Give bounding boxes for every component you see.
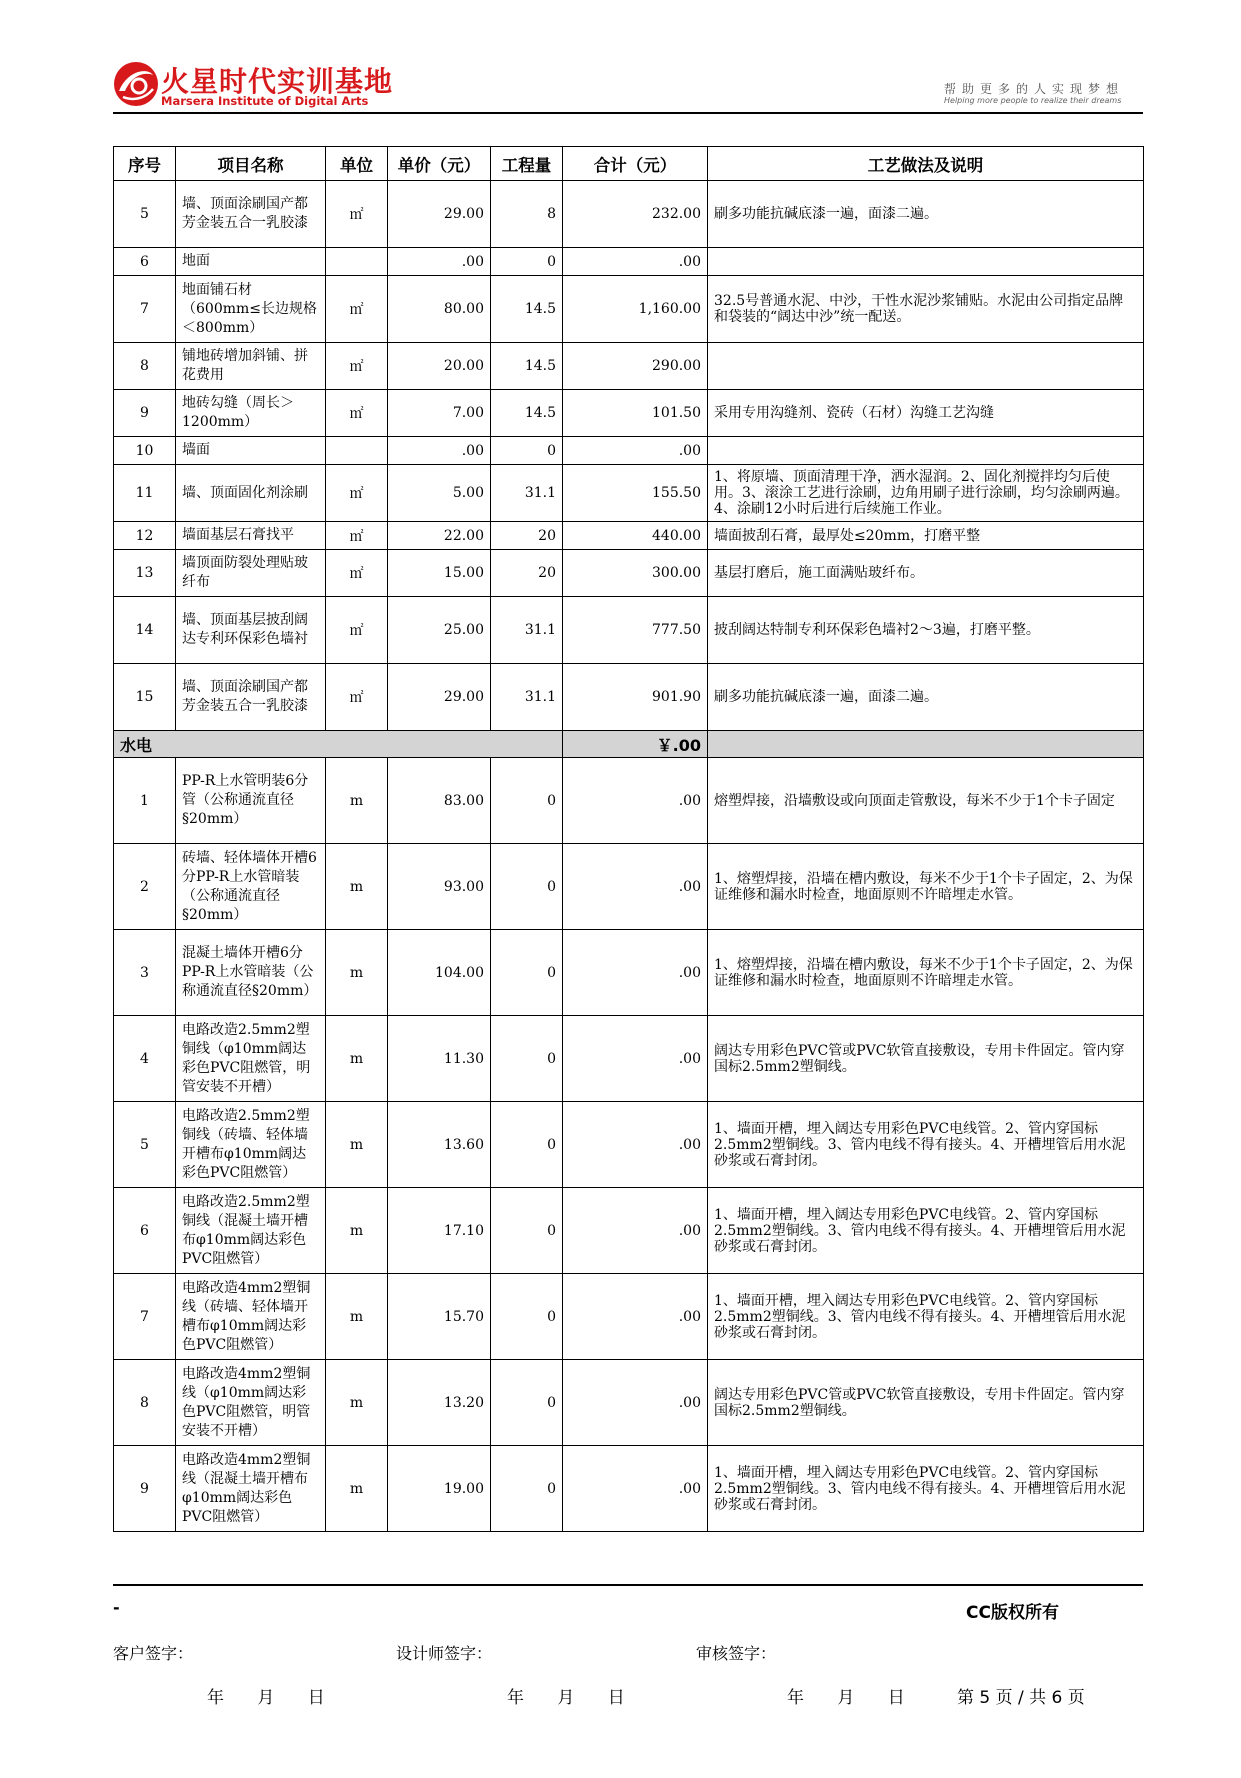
cell-qty: 31.1	[491, 664, 563, 731]
cell-total: .00	[563, 930, 708, 1016]
cell-unit: ㎡	[326, 550, 388, 597]
table-row	[114, 1360, 1144, 1446]
cell-desc: 1、墙面开槽，埋入阔达专用彩色PVC电线管。2、管内穿国标2.5mm2塑铜线。3、管内电线不得有接头。4、开槽埋管后用水泥砂浆或石膏封闭。	[708, 1274, 1144, 1360]
cell-qty: 31.1	[491, 597, 563, 664]
cell-desc	[708, 343, 1144, 390]
cell-name: 电路改造2.5mm2塑铜线（砖墙、轻体墙开槽布φ10mm阔达彩色PVC阻燃管）	[176, 1102, 326, 1188]
cell-desc: 披刮阔达特制专利环保彩色墙衬2～3遍，打磨平整。	[708, 597, 1144, 664]
logo-title: 火星时代实训基地	[161, 65, 394, 98]
cell-desc: 基层打磨后，施工面满贴玻纤布。	[708, 550, 1144, 597]
cell-desc: 阔达专用彩色PVC管或PVC软管直接敷设，专用卡件固定。管内穿国标2.5mm2塑铜线。	[708, 1016, 1144, 1102]
col-header-price: 单价（元）	[388, 147, 491, 181]
col-header-desc: 工艺做法及说明	[708, 147, 1144, 181]
cell-desc: 1、熔塑焊接，沿墙在槽内敷设，每米不少于1个卡子固定，2、为保证维修和漏水时检查，地面原则不许暗埋走水管。	[708, 930, 1144, 1016]
cell-unit: ㎡	[326, 664, 388, 731]
table-row	[114, 1446, 1144, 1532]
cell-price: 29.00	[388, 664, 491, 731]
review-signature-label: 审核签字：	[696, 1644, 777, 1663]
footer-divider	[113, 1584, 1143, 1586]
cell-desc: 1、墙面开槽，埋入阔达专用彩色PVC电线管。2、管内穿国标2.5mm2塑铜线。3、管内电线不得有接头。4、开槽埋管后用水泥砂浆或石膏封闭。	[708, 1188, 1144, 1274]
cell-unit: m	[326, 844, 388, 930]
table-row	[114, 930, 1144, 1016]
cell-desc: 32.5号普通水泥、中沙，干性水泥沙浆铺贴。水泥由公司指定品牌和袋装的“阔达中沙”统一配送。	[708, 276, 1144, 343]
cell-name: 砖墙、轻体墙体开槽6分PP-R上水管暗装（公称通流直径§20mm）	[176, 844, 326, 930]
cell-no: 6	[114, 248, 176, 276]
cell-name: 地面	[176, 248, 326, 276]
cell-qty: 0	[491, 1446, 563, 1532]
cell-unit: m	[326, 1360, 388, 1446]
cell-price: 13.60	[388, 1102, 491, 1188]
cell-unit: ㎡	[326, 522, 388, 550]
cell-no: 15	[114, 664, 176, 731]
slogan-en: Helping more people to realize their dreams	[944, 96, 1122, 105]
cell-qty: 31.1	[491, 465, 563, 522]
cell-no: 7	[114, 1274, 176, 1360]
cell-name: 电路改造2.5mm2塑铜线（φ10mm阔达彩色PVC阻燃管，明管安装不开槽）	[176, 1016, 326, 1102]
cell-unit: m	[326, 1446, 388, 1532]
cell-price: .00	[388, 437, 491, 465]
cell-unit: m	[326, 930, 388, 1016]
cell-price: 15.00	[388, 550, 491, 597]
cell-price: 11.30	[388, 1016, 491, 1102]
section-label: 水电	[114, 731, 563, 758]
cell-price: 83.00	[388, 758, 491, 844]
cell-total: 290.00	[563, 343, 708, 390]
table-row	[114, 343, 1144, 390]
cell-desc: 1、将原墙、顶面清理干净，洒水湿润。2、固化剂搅拌均匀后使用。3、滚涂工艺进行涂刷，边角用刷子进行涂刷，均匀涂刷两遍。4、涂刷12小时后进行后续施工作业。	[708, 465, 1144, 522]
cell-unit: ㎡	[326, 343, 388, 390]
section-desc	[708, 731, 1144, 758]
cell-qty: 0	[491, 1016, 563, 1102]
cell-name: 电路改造2.5mm2塑铜线（混凝土墙开槽布φ10mm阔达彩色PVC阻燃管）	[176, 1188, 326, 1274]
cell-no: 11	[114, 465, 176, 522]
cell-price: 93.00	[388, 844, 491, 930]
cell-name: 电路改造4mm2塑铜线（混凝土墙开槽布φ10mm阔达彩色PVC阻燃管）	[176, 1446, 326, 1532]
cell-name: 墙面基层石膏找平	[176, 522, 326, 550]
cell-total: 777.50	[563, 597, 708, 664]
cell-qty: 0	[491, 1360, 563, 1446]
cell-no: 10	[114, 437, 176, 465]
cell-desc: 阔达专用彩色PVC管或PVC软管直接敷设，专用卡件固定。管内穿国标2.5mm2塑铜线。	[708, 1360, 1144, 1446]
cell-no: 8	[114, 1360, 176, 1446]
cell-qty: 0	[491, 248, 563, 276]
cell-total: 440.00	[563, 522, 708, 550]
cell-qty: 0	[491, 758, 563, 844]
cell-unit: ㎡	[326, 465, 388, 522]
cell-total: .00	[563, 248, 708, 276]
table-row	[114, 597, 1144, 664]
cell-unit: m	[326, 758, 388, 844]
table-row	[114, 390, 1144, 437]
col-header-qty: 工程量	[491, 147, 563, 181]
cell-qty: 0	[491, 930, 563, 1016]
table-row	[114, 1016, 1144, 1102]
table-row	[114, 1188, 1144, 1274]
designer-date: 年 月 日	[507, 1688, 625, 1708]
cell-price: 17.10	[388, 1188, 491, 1274]
cell-desc	[708, 248, 1144, 276]
cell-total: .00	[563, 437, 708, 465]
header-divider	[113, 112, 1143, 114]
cell-total: 155.50	[563, 465, 708, 522]
logo-subtitle: Marsera Institute of Digital Arts	[161, 94, 369, 108]
cell-unit	[326, 248, 388, 276]
col-header-total: 合计（元）	[563, 147, 708, 181]
cell-total: .00	[563, 1446, 708, 1532]
cell-desc: 1、墙面开槽，埋入阔达专用彩色PVC电线管。2、管内穿国标2.5mm2塑铜线。3、管内电线不得有接头。4、开槽埋管后用水泥砂浆或石膏封闭。	[708, 1446, 1144, 1532]
table-row	[114, 248, 1144, 276]
cell-price: 29.00	[388, 181, 491, 248]
cell-no: 5	[114, 181, 176, 248]
cell-price: .00	[388, 248, 491, 276]
cell-unit: m	[326, 1016, 388, 1102]
cell-qty: 14.5	[491, 343, 563, 390]
cell-no: 13	[114, 550, 176, 597]
designer-signature-label: 设计师签字：	[396, 1644, 493, 1663]
cell-no: 3	[114, 930, 176, 1016]
table-row	[114, 181, 1144, 248]
cell-name: PP-R上水管明装6分管（公称通流直径§20mm）	[176, 758, 326, 844]
table-row	[114, 550, 1144, 597]
table-row	[114, 844, 1144, 930]
cell-total: .00	[563, 758, 708, 844]
cell-total: .00	[563, 1274, 708, 1360]
cell-qty: 0	[491, 1274, 563, 1360]
cell-total: 1,160.00	[563, 276, 708, 343]
customer-date: 年 月 日	[207, 1688, 325, 1708]
table-row	[114, 1274, 1144, 1360]
cell-total: .00	[563, 844, 708, 930]
cell-no: 12	[114, 522, 176, 550]
cell-name: 地砖勾缝（周长＞1200mm）	[176, 390, 326, 437]
cell-name: 铺地砖增加斜铺、拼花费用	[176, 343, 326, 390]
section-row-water-electric	[114, 731, 1144, 758]
cell-no: 9	[114, 390, 176, 437]
table-row	[114, 664, 1144, 731]
cell-price: 7.00	[388, 390, 491, 437]
cell-desc: 1、熔塑焊接，沿墙在槽内敷设，每米不少于1个卡子固定，2、为保证维修和漏水时检查，地面原则不许暗埋走水管。	[708, 844, 1144, 930]
cell-price: 5.00	[388, 465, 491, 522]
cell-desc: 1、墙面开槽，埋入阔达专用彩色PVC电线管。2、管内穿国标2.5mm2塑铜线。3、管内电线不得有接头。4、开槽埋管后用水泥砂浆或石膏封闭。	[708, 1102, 1144, 1188]
cell-unit: ㎡	[326, 390, 388, 437]
cell-qty: 20	[491, 550, 563, 597]
cell-unit: ㎡	[326, 181, 388, 248]
cell-qty: 0	[491, 1102, 563, 1188]
cell-desc: 刷多功能抗碱底漆一遍，面漆二遍。	[708, 181, 1144, 248]
cell-no: 9	[114, 1446, 176, 1532]
slogan-cn: 帮助更多的人实现梦想	[944, 82, 1125, 96]
col-header-no: 序号	[114, 147, 176, 181]
table-row	[114, 522, 1144, 550]
cell-qty: 0	[491, 1188, 563, 1274]
cell-price: 20.00	[388, 343, 491, 390]
page-header	[0, 0, 1241, 120]
cell-unit: m	[326, 1102, 388, 1188]
cell-name: 地面铺石材（600mm≤长边规格＜800mm）	[176, 276, 326, 343]
table-row	[114, 1102, 1144, 1188]
copyright-text: CC版权所有	[966, 1603, 1059, 1623]
cell-name: 墙、顶面涂刷国产都芳金装五合一乳胶漆	[176, 664, 326, 731]
customer-signature-label: 客户签字：	[113, 1644, 194, 1663]
cell-desc	[708, 437, 1144, 465]
cell-name: 墙、顶面基层披刮阔达专利环保彩色墙衬	[176, 597, 326, 664]
cell-no: 6	[114, 1188, 176, 1274]
cell-total: .00	[563, 1102, 708, 1188]
cell-qty: 14.5	[491, 390, 563, 437]
cell-price: 13.20	[388, 1360, 491, 1446]
cell-qty: 8	[491, 181, 563, 248]
table-row	[114, 465, 1144, 522]
cell-price: 19.00	[388, 1446, 491, 1532]
table-header-row	[114, 147, 1144, 181]
cell-total: 101.50	[563, 390, 708, 437]
cell-qty: 0	[491, 437, 563, 465]
cell-desc: 墙面披刮石膏，最厚处≤20mm，打磨平整	[708, 522, 1144, 550]
cell-price: 15.70	[388, 1274, 491, 1360]
cell-unit: ㎡	[326, 276, 388, 343]
cell-no: 7	[114, 276, 176, 343]
cell-name: 电路改造4mm2塑铜线（砖墙、轻体墙开槽布φ10mm阔达彩色PVC阻燃管）	[176, 1274, 326, 1360]
cell-name: 电路改造4mm2塑铜线（φ10mm阔达彩色PVC阻燃管，明管安装不开槽）	[176, 1360, 326, 1446]
page-number: 第 5 页 / 共 6 页	[957, 1688, 1085, 1708]
cell-price: 104.00	[388, 930, 491, 1016]
cell-name: 墙、顶面固化剂涂刷	[176, 465, 326, 522]
cell-total: 232.00	[563, 181, 708, 248]
cell-total: 901.90	[563, 664, 708, 731]
footer-dash: -	[113, 1598, 120, 1617]
cell-qty: 14.5	[491, 276, 563, 343]
cell-price: 25.00	[388, 597, 491, 664]
cell-unit	[326, 437, 388, 465]
cell-total: .00	[563, 1360, 708, 1446]
cell-unit: m	[326, 1274, 388, 1360]
cell-no: 2	[114, 844, 176, 930]
cell-price: 22.00	[388, 522, 491, 550]
cell-desc: 熔塑焊接，沿墙敷设或向顶面走管敷设，每米不少于1个卡子固定	[708, 758, 1144, 844]
quote-table	[113, 146, 1144, 1532]
cell-total: 300.00	[563, 550, 708, 597]
cell-no: 8	[114, 343, 176, 390]
cell-no: 1	[114, 758, 176, 844]
cell-name: 墙顶面防裂处理贴玻纤布	[176, 550, 326, 597]
cell-unit: m	[326, 1188, 388, 1274]
col-header-unit: 单位	[326, 147, 388, 181]
col-header-name: 项目名称	[176, 147, 326, 181]
cell-total: .00	[563, 1016, 708, 1102]
cell-name: 墙、顶面涂刷国产都芳金装五合一乳胶漆	[176, 181, 326, 248]
table-row	[114, 276, 1144, 343]
table-row	[114, 437, 1144, 465]
cell-qty: 0	[491, 844, 563, 930]
section-total: ￥.00	[563, 731, 708, 758]
cell-no: 5	[114, 1102, 176, 1188]
cell-name: 混凝土墙体开槽6分PP-R上水管暗装（公称通流直径§20mm）	[176, 930, 326, 1016]
marsera-logo-icon	[113, 61, 159, 107]
cell-desc: 采用专用沟缝剂、瓷砖（石材）沟缝工艺沟缝	[708, 390, 1144, 437]
cell-no: 14	[114, 597, 176, 664]
review-date: 年 月 日	[787, 1688, 905, 1708]
cell-qty: 20	[491, 522, 563, 550]
table-row	[114, 758, 1144, 844]
cell-name: 墙面	[176, 437, 326, 465]
cell-desc: 刷多功能抗碱底漆一遍，面漆二遍。	[708, 664, 1144, 731]
cell-unit: ㎡	[326, 597, 388, 664]
cell-total: .00	[563, 1188, 708, 1274]
cell-no: 4	[114, 1016, 176, 1102]
cell-price: 80.00	[388, 276, 491, 343]
